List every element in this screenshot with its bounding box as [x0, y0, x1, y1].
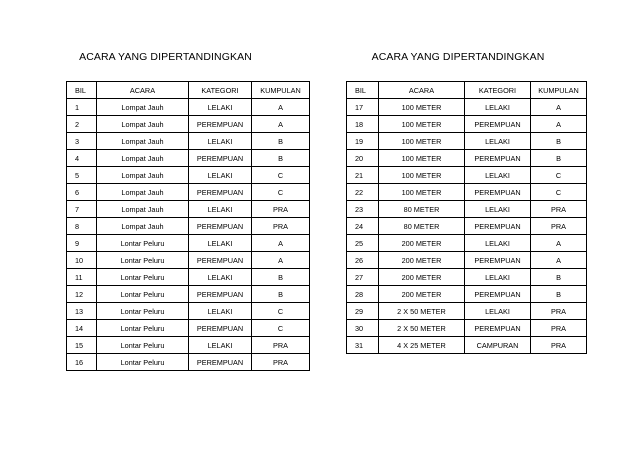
- cell-bil: 19: [347, 133, 379, 150]
- table-row: [67, 116, 310, 133]
- cell-kategori: PEREMPUAN: [189, 286, 252, 303]
- table-header-row: [67, 82, 310, 99]
- cell-acara: 100 METER: [379, 167, 465, 184]
- cell-acara: 200 METER: [379, 269, 465, 286]
- cell-acara: Lontar Peluru: [97, 252, 189, 269]
- cell-kategori: LELAKI: [189, 337, 252, 354]
- cell-acara: 100 METER: [379, 133, 465, 150]
- cell-kategori: LELAKI: [189, 235, 252, 252]
- cell-kumpulan: C: [531, 167, 587, 184]
- cell-kategori: PEREMPUAN: [189, 184, 252, 201]
- header-bil: BIL: [67, 82, 97, 99]
- cell-kategori: LELAKI: [465, 99, 531, 116]
- cell-kategori: LELAKI: [465, 235, 531, 252]
- cell-kategori: PEREMPUAN: [189, 354, 252, 371]
- cell-bil: 18: [347, 116, 379, 133]
- cell-acara: 100 METER: [379, 116, 465, 133]
- cell-kategori: LELAKI: [189, 303, 252, 320]
- table-row: [67, 337, 310, 354]
- table-row: [347, 235, 587, 252]
- table-row: [67, 99, 310, 116]
- cell-kategori: PEREMPUAN: [465, 286, 531, 303]
- header-kumpulan: KUMPULAN: [252, 82, 310, 99]
- cell-kumpulan: PRA: [531, 303, 587, 320]
- cell-bil: 7: [67, 201, 97, 218]
- table-row: [67, 184, 310, 201]
- cell-kategori: LELAKI: [189, 167, 252, 184]
- table-row: [67, 201, 310, 218]
- cell-acara: Lompat Jauh: [97, 133, 189, 150]
- cell-kumpulan: PRA: [252, 354, 310, 371]
- cell-kumpulan: C: [252, 320, 310, 337]
- cell-bil: 15: [67, 337, 97, 354]
- cell-kumpulan: B: [531, 150, 587, 167]
- cell-acara: 4 X 25 METER: [379, 337, 465, 354]
- cell-bil: 8: [67, 218, 97, 235]
- header-kategori: KATEGORI: [189, 82, 252, 99]
- cell-acara: Lontar Peluru: [97, 286, 189, 303]
- cell-kumpulan: C: [252, 167, 310, 184]
- cell-acara: 100 METER: [379, 150, 465, 167]
- table-row: [67, 320, 310, 337]
- cell-acara: Lontar Peluru: [97, 320, 189, 337]
- cell-acara: 80 METER: [379, 218, 465, 235]
- header-kategori: KATEGORI: [465, 82, 531, 99]
- cell-kategori: PEREMPUAN: [465, 218, 531, 235]
- cell-acara: 2 X 50 METER: [379, 303, 465, 320]
- right-events-table: [346, 81, 587, 354]
- cell-kumpulan: C: [531, 184, 587, 201]
- cell-kategori: LELAKI: [465, 201, 531, 218]
- cell-kategori: PEREMPUAN: [465, 150, 531, 167]
- cell-kumpulan: B: [531, 133, 587, 150]
- cell-kumpulan: A: [252, 116, 310, 133]
- cell-bil: 26: [347, 252, 379, 269]
- table-row: [67, 235, 310, 252]
- table-row: [67, 218, 310, 235]
- cell-kategori: LELAKI: [465, 167, 531, 184]
- table-row: [347, 201, 587, 218]
- cell-bil: 20: [347, 150, 379, 167]
- cell-kumpulan: PRA: [531, 320, 587, 337]
- cell-acara: 2 X 50 METER: [379, 320, 465, 337]
- right-table-title: ACARA YANG DIPERTANDINGKAN: [371, 51, 545, 63]
- table-row: [347, 133, 587, 150]
- cell-bil: 4: [67, 150, 97, 167]
- cell-bil: 12: [67, 286, 97, 303]
- cell-kumpulan: B: [252, 133, 310, 150]
- cell-bil: 16: [67, 354, 97, 371]
- cell-acara: Lompat Jauh: [97, 116, 189, 133]
- table-row: [347, 320, 587, 337]
- cell-bil: 6: [67, 184, 97, 201]
- cell-kategori: PEREMPUAN: [189, 252, 252, 269]
- cell-bil: 25: [347, 235, 379, 252]
- cell-kumpulan: A: [531, 116, 587, 133]
- table-row: [347, 269, 587, 286]
- cell-bil: 1: [67, 99, 97, 116]
- cell-bil: 2: [67, 116, 97, 133]
- table-row: [347, 150, 587, 167]
- cell-acara: Lontar Peluru: [97, 235, 189, 252]
- cell-kategori: LELAKI: [465, 133, 531, 150]
- table-row: [67, 150, 310, 167]
- cell-kumpulan: B: [531, 269, 587, 286]
- cell-acara: Lontar Peluru: [97, 337, 189, 354]
- cell-bil: 5: [67, 167, 97, 184]
- cell-acara: Lontar Peluru: [97, 303, 189, 320]
- cell-bil: 17: [347, 99, 379, 116]
- cell-kumpulan: B: [252, 269, 310, 286]
- cell-kategori: PEREMPUAN: [465, 116, 531, 133]
- cell-kategori: PEREMPUAN: [189, 320, 252, 337]
- cell-kumpulan: A: [531, 252, 587, 269]
- cell-bil: 11: [67, 269, 97, 286]
- cell-kumpulan: C: [252, 303, 310, 320]
- cell-kategori: LELAKI: [189, 269, 252, 286]
- cell-kategori: PEREMPUAN: [465, 184, 531, 201]
- cell-kategori: PEREMPUAN: [189, 116, 252, 133]
- table-row: [67, 269, 310, 286]
- table-row: [67, 303, 310, 320]
- cell-kumpulan: A: [252, 252, 310, 269]
- cell-kategori: CAMPURAN: [465, 337, 531, 354]
- left-table-title: ACARA YANG DIPERTANDINGKAN: [79, 51, 252, 63]
- cell-bil: 23: [347, 201, 379, 218]
- cell-kategori: LELAKI: [465, 269, 531, 286]
- cell-kumpulan: C: [252, 184, 310, 201]
- cell-kumpulan: PRA: [252, 201, 310, 218]
- table-row: [67, 167, 310, 184]
- table-row: [347, 99, 587, 116]
- cell-bil: 3: [67, 133, 97, 150]
- left-events-table: [66, 81, 310, 371]
- cell-kategori: PEREMPUAN: [465, 320, 531, 337]
- header-bil: BIL: [347, 82, 379, 99]
- cell-acara: Lompat Jauh: [97, 150, 189, 167]
- table-row: [67, 133, 310, 150]
- cell-kumpulan: B: [531, 286, 587, 303]
- cell-kategori: PEREMPUAN: [465, 252, 531, 269]
- cell-kategori: LELAKI: [465, 303, 531, 320]
- table-row: [347, 303, 587, 320]
- cell-acara: 80 METER: [379, 201, 465, 218]
- cell-bil: 27: [347, 269, 379, 286]
- cell-bil: 13: [67, 303, 97, 320]
- cell-bil: 31: [347, 337, 379, 354]
- cell-acara: Lompat Jauh: [97, 99, 189, 116]
- cell-bil: 30: [347, 320, 379, 337]
- cell-kategori: PEREMPUAN: [189, 150, 252, 167]
- table-row: [347, 337, 587, 354]
- cell-acara: 100 METER: [379, 99, 465, 116]
- cell-acara: Lompat Jauh: [97, 201, 189, 218]
- header-acara: ACARA: [379, 82, 465, 99]
- cell-acara: Lompat Jauh: [97, 167, 189, 184]
- cell-bil: 21: [347, 167, 379, 184]
- cell-kumpulan: PRA: [252, 337, 310, 354]
- cell-acara: 200 METER: [379, 286, 465, 303]
- cell-bil: 29: [347, 303, 379, 320]
- cell-kumpulan: A: [531, 99, 587, 116]
- table-row: [347, 218, 587, 235]
- cell-kumpulan: PRA: [531, 218, 587, 235]
- cell-acara: 100 METER: [379, 184, 465, 201]
- table-row: [67, 252, 310, 269]
- cell-acara: Lontar Peluru: [97, 269, 189, 286]
- cell-kumpulan: A: [531, 235, 587, 252]
- header-acara: ACARA: [97, 82, 189, 99]
- cell-acara: Lontar Peluru: [97, 354, 189, 371]
- table-row: [347, 184, 587, 201]
- table-row: [347, 252, 587, 269]
- table-row: [67, 354, 310, 371]
- cell-bil: 24: [347, 218, 379, 235]
- cell-bil: 28: [347, 286, 379, 303]
- cell-kumpulan: PRA: [252, 218, 310, 235]
- cell-acara: Lompat Jauh: [97, 218, 189, 235]
- cell-bil: 22: [347, 184, 379, 201]
- cell-acara: 200 METER: [379, 235, 465, 252]
- cell-kumpulan: A: [252, 99, 310, 116]
- cell-kategori: LELAKI: [189, 133, 252, 150]
- cell-bil: 10: [67, 252, 97, 269]
- header-kumpulan: KUMPULAN: [531, 82, 587, 99]
- cell-kumpulan: PRA: [531, 201, 587, 218]
- cell-kategori: LELAKI: [189, 99, 252, 116]
- table-row: [347, 116, 587, 133]
- table-row: [347, 286, 587, 303]
- cell-kategori: LELAKI: [189, 201, 252, 218]
- cell-kumpulan: B: [252, 150, 310, 167]
- cell-kumpulan: A: [252, 235, 310, 252]
- cell-kumpulan: B: [252, 286, 310, 303]
- table-row: [347, 167, 587, 184]
- cell-acara: 200 METER: [379, 252, 465, 269]
- cell-kumpulan: PRA: [531, 337, 587, 354]
- cell-bil: 14: [67, 320, 97, 337]
- cell-kategori: PEREMPUAN: [189, 218, 252, 235]
- table-row: [67, 286, 310, 303]
- cell-acara: Lompat Jauh: [97, 184, 189, 201]
- cell-bil: 9: [67, 235, 97, 252]
- table-header-row: [347, 82, 587, 99]
